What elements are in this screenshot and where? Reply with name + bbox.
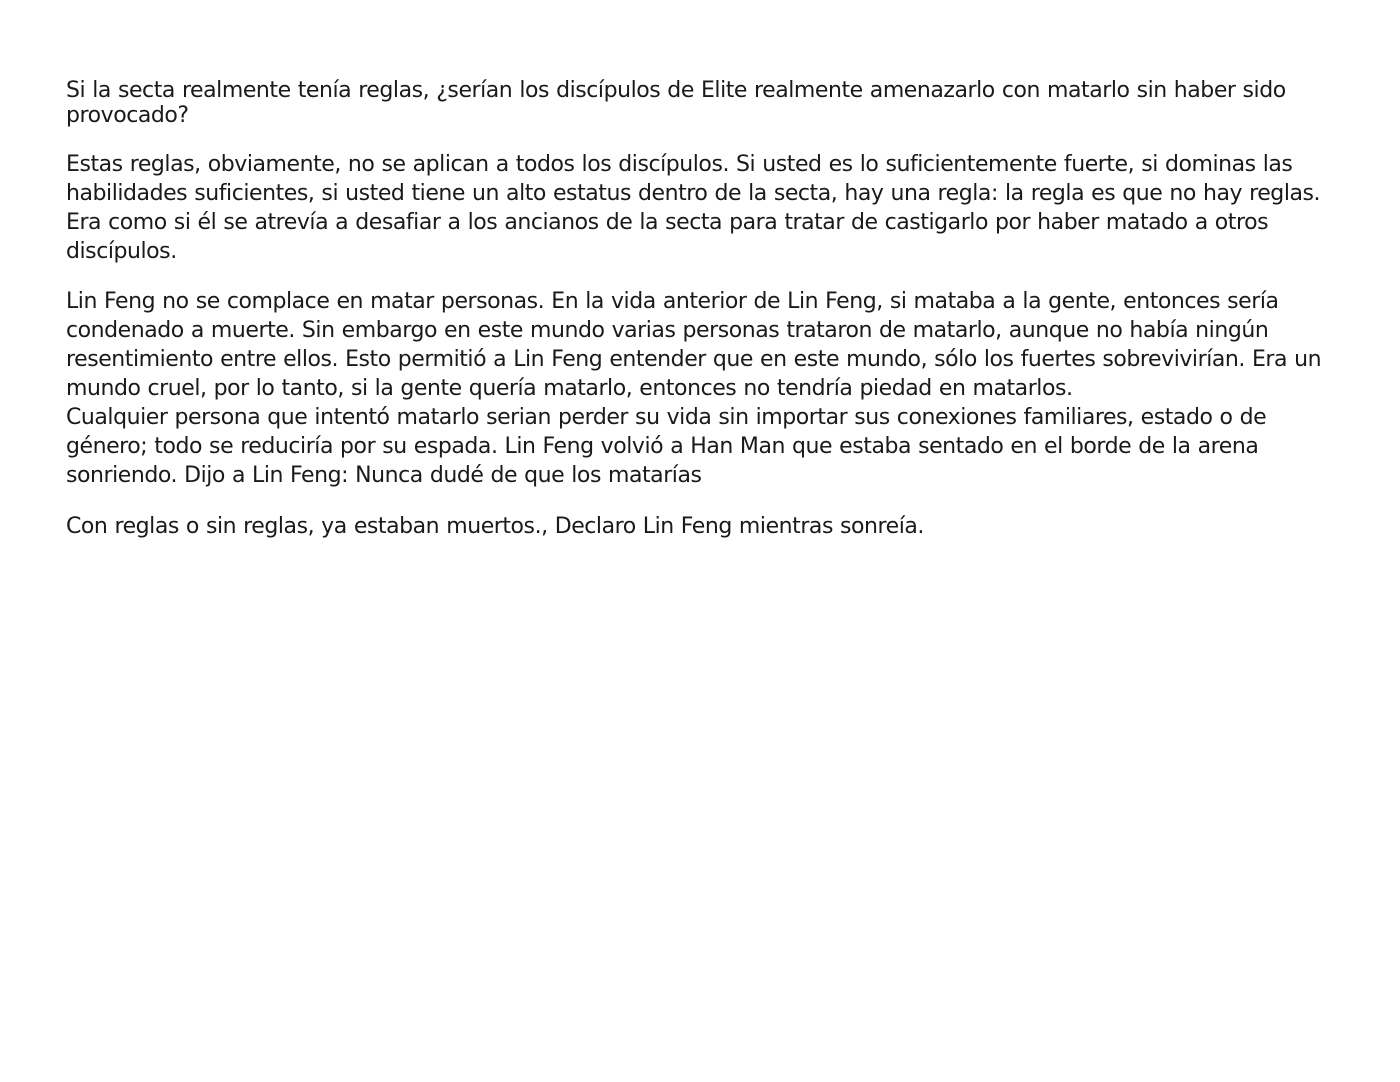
paragraph: Estas reglas, obviamente, no se aplican a todos los discípulos. Si usted es lo suficientemente fuerte, si dominas las habilidades suficientes, si usted tiene un alto estatus dentro de la secta, hay una regla: la regla es que no hay reglas. Era como si él se atrevía a desafiar a los ancianos de la secta para tratar de castigarlo por haber matado a otros discípulos. — [66, 152, 1321, 264]
paragraph: Si la secta realmente tenía reglas, ¿serían los discípulos de Elite realmente amenazarlo con matarlo sin haber sido provocado? — [66, 78, 1286, 128]
paragraph: Con reglas o sin reglas, ya estaban muertos., Declaro Lin Feng mientras sonreía. — [66, 514, 924, 539]
paragraph: Cualquier persona que intentó matarlo serian perder su vida sin importar sus conexiones familiares, estado o de género; todo se reduciría por su espada. Lin Feng volvió a Han Man que estaba sentado en el borde de la arena sonriendo. Dijo a Lin Feng: Nunca dudé de que los matarías — [66, 405, 1267, 488]
paragraph: Lin Feng no se complace en matar personas. En la vida anterior de Lin Feng, si mataba a la gente, entonces sería condenado a muerte. Sin embargo en este mundo varias personas trataron de matarlo, aunque no había ningún resentimiento entre ellos. Esto permitió a Lin Feng entender que en este mundo, sólo los fuertes sobrevivirían. Era un mundo cruel, por lo tanto, si la gente quería matarlo, entonces no tendría piedad en matarlos. — [66, 289, 1322, 401]
document-body — [66, 78, 1341, 541]
